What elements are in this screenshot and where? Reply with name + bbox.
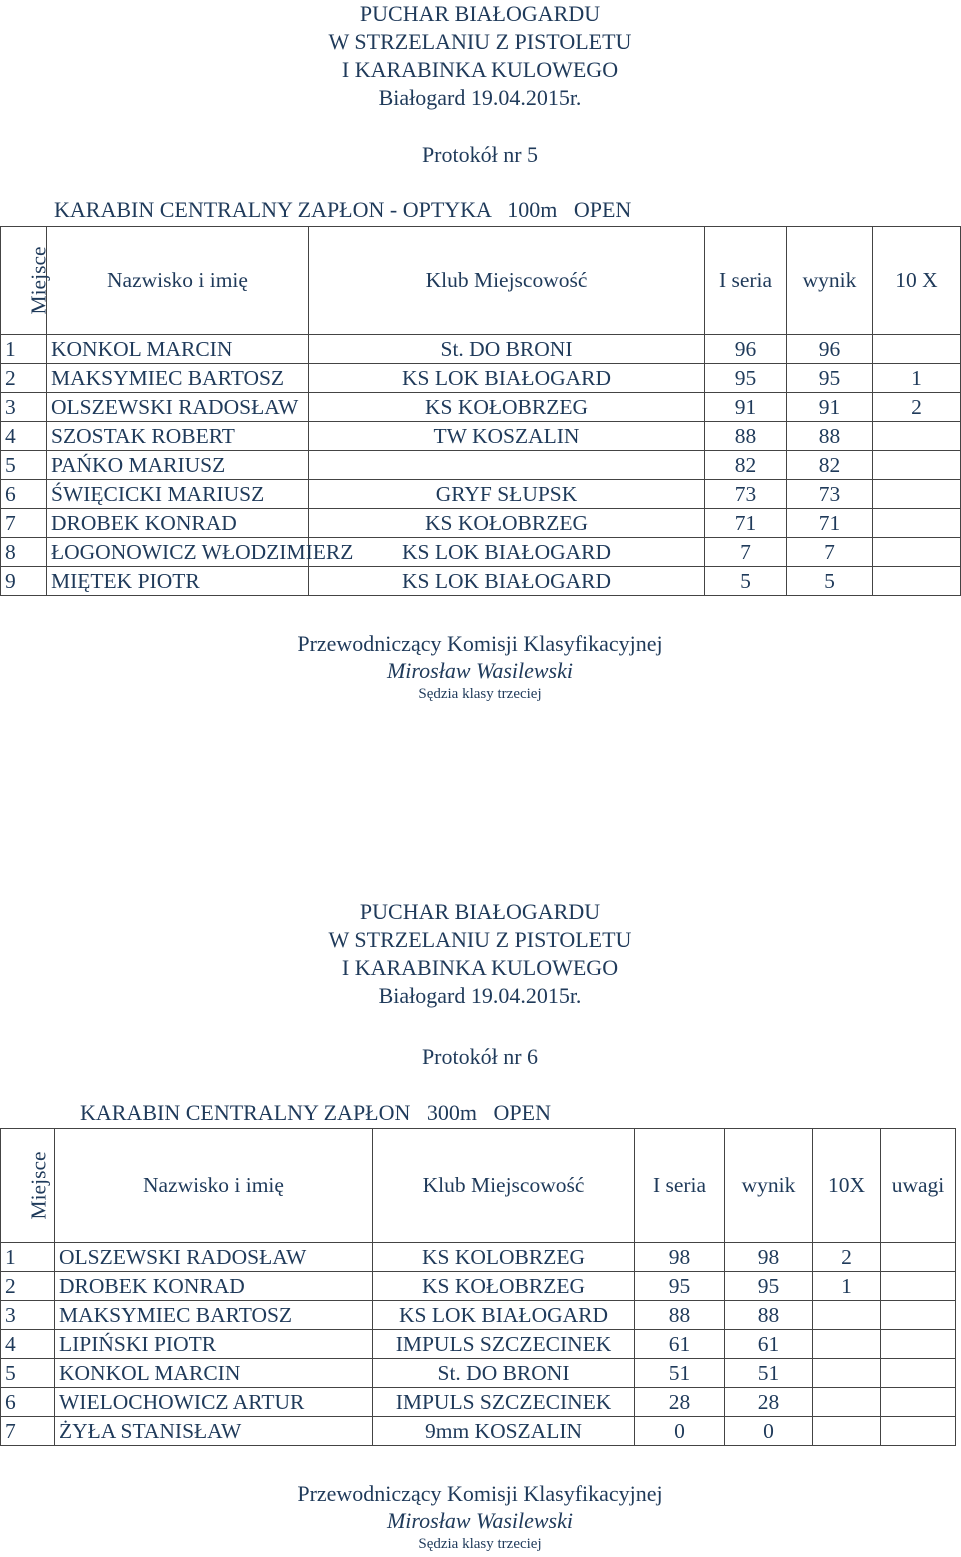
cell-club: KS KOLOBRZEG	[373, 1243, 635, 1272]
cell-x10	[813, 1359, 881, 1388]
cell-x10	[873, 509, 961, 538]
table-row	[1, 1359, 956, 1388]
cell-x10	[813, 1330, 881, 1359]
cell-club: KS LOK BIAŁOGARD	[309, 364, 705, 393]
cell-place: 9	[1, 567, 47, 596]
competition-date: Białogard 19.04.2015r.	[378, 85, 582, 110]
cell-name: OLSZEWSKI RADOSŁAW	[47, 393, 309, 422]
cell-place: 1	[1, 335, 47, 364]
cell-x10	[873, 335, 961, 364]
cell-club: IMPULS SZCZECINEK	[373, 1388, 635, 1417]
cell-result: 61	[725, 1330, 813, 1359]
cell-result: 51	[725, 1359, 813, 1388]
cell-club: TW KOSZALIN	[309, 422, 705, 451]
event-name: KARABIN CENTRALNY ZAPŁON 300m OPEN	[80, 1100, 551, 1125]
column-header-notes: uwagi	[881, 1129, 956, 1243]
results-table-protocol-5	[0, 226, 961, 596]
column-header-club: Klub Miejscowość	[309, 227, 705, 335]
cell-notes	[881, 1388, 956, 1417]
cell-series: 91	[705, 393, 787, 422]
cell-x10	[813, 1301, 881, 1330]
column-header-place: Miejsce	[1, 227, 47, 335]
protocol-title: Protokół nr 6	[421, 1044, 539, 1069]
cell-x10	[873, 422, 961, 451]
signature-name: Mirosław Wasilewski	[386, 1508, 573, 1533]
cell-club: KS LOK BIAŁOGARD	[373, 1301, 635, 1330]
table-row	[1, 1301, 956, 1330]
table-row	[1, 422, 961, 451]
column-header-club: Klub Miejscowość	[373, 1129, 635, 1243]
competition-title: PUCHAR BIAŁOGARDU	[359, 1, 601, 26]
cell-place: 2	[1, 1272, 55, 1301]
cell-result: 0	[725, 1417, 813, 1446]
cell-x10: 2	[813, 1243, 881, 1272]
signature-rank: Sędzia klasy trzeciej	[418, 686, 542, 702]
column-header-10x: 10X	[813, 1129, 881, 1243]
cell-place: 6	[1, 480, 47, 509]
cell-x10	[873, 451, 961, 480]
cell-name: MIĘTEK PIOTR	[47, 567, 309, 596]
cell-club: KS KOŁOBRZEG	[373, 1272, 635, 1301]
cell-result: 5	[787, 567, 873, 596]
cell-club: GRYF SŁUPSK	[309, 480, 705, 509]
cell-result: 96	[787, 335, 873, 364]
table-row	[1, 1272, 956, 1301]
signature-title: Przewodniczący Komisji Klasyfikacyjnej	[297, 1481, 663, 1506]
cell-series: 5	[705, 567, 787, 596]
table-row	[1, 1243, 956, 1272]
column-header-name: Nazwisko i imię	[55, 1129, 373, 1243]
cell-club: St. DO BRONI	[309, 335, 705, 364]
cell-series: 88	[635, 1301, 725, 1330]
cell-club: 9mm KOSZALIN	[373, 1417, 635, 1446]
column-header-series: I seria	[705, 227, 787, 335]
cell-name: PAŃKO MARIUSZ	[47, 451, 309, 480]
table-row	[1, 1330, 956, 1359]
event-name: KARABIN CENTRALNY ZAPŁON - OPTYKA 100m OPEN	[54, 197, 632, 222]
column-header-result: wynik	[725, 1129, 813, 1243]
cell-place: 4	[1, 422, 47, 451]
cell-club	[309, 451, 705, 480]
cell-result: 71	[787, 509, 873, 538]
cell-place: 6	[1, 1388, 55, 1417]
table-row	[1, 1388, 956, 1417]
cell-club: KS LOK BIAŁOGARD	[309, 567, 705, 596]
signature-name: Mirosław Wasilewski	[386, 658, 573, 683]
cell-place: 3	[1, 1301, 55, 1330]
cell-series: 73	[705, 480, 787, 509]
cell-name: DROBEK KONRAD	[47, 509, 309, 538]
cell-name: SZOSTAK ROBERT	[47, 422, 309, 451]
table-row	[1, 1417, 956, 1446]
cell-series: 88	[705, 422, 787, 451]
cell-name: LIPIŃSKI PIOTR	[55, 1330, 373, 1359]
cell-place: 5	[1, 1359, 55, 1388]
cell-name: KONKOL MARCIN	[55, 1359, 373, 1388]
cell-name: MAKSYMIEC BARTOSZ	[55, 1301, 373, 1330]
cell-series: 28	[635, 1388, 725, 1417]
cell-notes	[881, 1359, 956, 1388]
cell-series: 51	[635, 1359, 725, 1388]
cell-series: 61	[635, 1330, 725, 1359]
cell-series: 95	[635, 1272, 725, 1301]
column-header-10x: 10 X	[873, 227, 961, 335]
competition-date: Białogard 19.04.2015r.	[378, 983, 582, 1008]
signature-title: Przewodniczący Komisji Klasyfikacyjnej	[297, 631, 663, 656]
cell-place: 8	[1, 538, 47, 567]
cell-x10	[813, 1417, 881, 1446]
table-row	[1, 480, 961, 509]
signature-block-protocol-6	[0, 1480, 960, 1554]
cell-series: 7	[705, 538, 787, 567]
cell-result: 82	[787, 451, 873, 480]
cell-place: 5	[1, 451, 47, 480]
cell-name: KONKOL MARCIN	[47, 335, 309, 364]
cell-notes	[881, 1243, 956, 1272]
cell-name: ŚWIĘCICKI MARIUSZ	[47, 480, 309, 509]
cell-result: 88	[787, 422, 873, 451]
cell-result: 88	[725, 1301, 813, 1330]
cell-place: 4	[1, 1330, 55, 1359]
competition-subtitle-2: I KARABINKA KULOWEGO	[341, 955, 619, 980]
cell-x10	[813, 1388, 881, 1417]
column-header-series: I seria	[635, 1129, 725, 1243]
protocol-6-header	[0, 898, 960, 1010]
cell-notes	[881, 1417, 956, 1446]
cell-result: 98	[725, 1243, 813, 1272]
column-header-place: Miejsce	[1, 1129, 55, 1243]
cell-result: 95	[787, 364, 873, 393]
cell-notes	[881, 1272, 956, 1301]
cell-club: IMPULS SZCZECINEK	[373, 1330, 635, 1359]
cell-club: KS LOK BIAŁOGARD	[309, 538, 705, 567]
competition-subtitle-1: W STRZELANIU Z PISTOLETU	[328, 927, 632, 952]
cell-place: 7	[1, 1417, 55, 1446]
cell-notes	[881, 1301, 956, 1330]
cell-x10	[873, 538, 961, 567]
table-row	[1, 364, 961, 393]
table-row	[1, 393, 961, 422]
table-row	[1, 567, 961, 596]
cell-x10: 1	[813, 1272, 881, 1301]
cell-place: 3	[1, 393, 47, 422]
signature-rank: Sędzia klasy trzeciej	[418, 1536, 542, 1552]
cell-place: 7	[1, 509, 47, 538]
cell-series: 71	[705, 509, 787, 538]
cell-series: 98	[635, 1243, 725, 1272]
cell-place: 2	[1, 364, 47, 393]
cell-name: ŻYŁA STANISŁAW	[55, 1417, 373, 1446]
cell-series: 82	[705, 451, 787, 480]
cell-result: 91	[787, 393, 873, 422]
table-row	[1, 538, 961, 567]
results-table-protocol-6	[0, 1128, 956, 1446]
table-row	[1, 451, 961, 480]
cell-notes	[881, 1330, 956, 1359]
cell-series: 95	[705, 364, 787, 393]
cell-series: 96	[705, 335, 787, 364]
cell-club: St. DO BRONI	[373, 1359, 635, 1388]
cell-club: KS KOŁOBRZEG	[309, 393, 705, 422]
cell-name: MAKSYMIEC BARTOSZ	[47, 364, 309, 393]
cell-result: 73	[787, 480, 873, 509]
competition-subtitle-2: I KARABINKA KULOWEGO	[341, 57, 619, 82]
column-header-result: wynik	[787, 227, 873, 335]
cell-series: 0	[635, 1417, 725, 1446]
cell-name: DROBEK KONRAD	[55, 1272, 373, 1301]
protocol-5-header	[0, 0, 960, 112]
column-header-name: Nazwisko i imię	[47, 227, 309, 335]
competition-title: PUCHAR BIAŁOGARDU	[359, 899, 601, 924]
protocol-title: Protokół nr 5	[421, 142, 539, 167]
cell-place: 1	[1, 1243, 55, 1272]
cell-x10: 1	[873, 364, 961, 393]
signature-block-protocol-5	[0, 630, 960, 704]
cell-club: KS KOŁOBRZEG	[309, 509, 705, 538]
cell-name: ŁOGONOWICZ WŁODZIMIERZ	[47, 538, 309, 567]
cell-name: OLSZEWSKI RADOSŁAW	[55, 1243, 373, 1272]
cell-x10	[873, 480, 961, 509]
cell-x10: 2	[873, 393, 961, 422]
table-row	[1, 509, 961, 538]
table-row	[1, 335, 961, 364]
cell-result: 95	[725, 1272, 813, 1301]
cell-result: 7	[787, 538, 873, 567]
cell-name: WIELOCHOWICZ ARTUR	[55, 1388, 373, 1417]
competition-subtitle-1: W STRZELANIU Z PISTOLETU	[328, 29, 632, 54]
cell-result: 28	[725, 1388, 813, 1417]
cell-x10	[873, 567, 961, 596]
